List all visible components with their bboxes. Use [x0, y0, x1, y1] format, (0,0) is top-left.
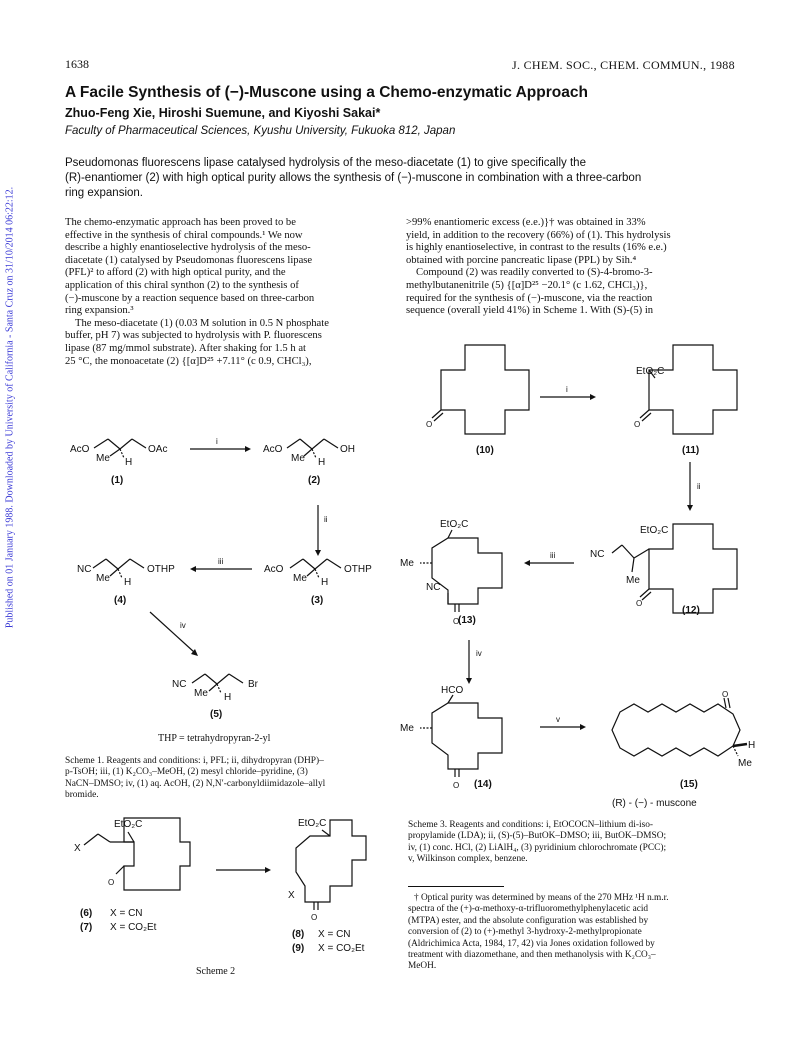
footnote-line: (Aldrichimica Acta, 1984, 17, 42) via Jones oxidation followed by — [408, 938, 655, 949]
grp-o: O — [426, 420, 433, 429]
abstract-line: (R)-enantiomer (2) with high optical purity allows the synthesis of (−)-muscone in combination with a three-carbon — [65, 172, 642, 184]
page-title: A Facile Synthesis of (−)-Muscone using a Chemo-enzymatic Approach — [65, 84, 588, 101]
sub-6: X = CN — [110, 908, 143, 919]
body-line: Compound (2) was readily converted to (S)-4-bromo-3- — [416, 267, 653, 279]
footnote-line: treatment with diazomethane, and then methanolysis with K₂CO₃– — [408, 950, 656, 961]
affiliation: Faculty of Pharmaceutical Sciences, Kyushu University, Fukuoka 812, Japan — [65, 125, 456, 137]
scheme1-caption — [65, 756, 385, 801]
label-1: (1) — [111, 475, 124, 486]
authors: Zhuo-Feng Xie, Hiroshi Suemune, and Kiyoshi Sakai* — [65, 106, 381, 120]
body-line: 25 °C, the monoacetate (2) {[α]D²⁵ +7.11° (c 0.9, CHCl₃), — [65, 355, 312, 367]
grp-br: Br — [248, 679, 258, 690]
body-line: buffer, pH 7) was subjected to hydrolysis with P. fluorescens — [65, 330, 322, 342]
body-line: lipase (87 mg/mmol substrate). After shaking for 1.5 h at — [65, 342, 306, 354]
footnote — [408, 893, 742, 973]
caption-line: Scheme 3. Reagents and conditions: i, EtOCOCN–lithium di-iso- — [408, 820, 654, 830]
page-number: 1638 — [65, 57, 89, 71]
label-12: (12) — [682, 605, 700, 616]
caption-line: v, Wilkinson complex, benzene. — [408, 853, 528, 864]
grp-o: O — [311, 913, 318, 922]
label-7: (7) — [80, 922, 93, 933]
arrow-step-iv — [150, 612, 194, 652]
grp-oh: OH — [340, 444, 355, 455]
grp-o: O — [722, 690, 729, 699]
grp-eto2c: EtO₂C — [440, 519, 469, 530]
grp-h: H — [318, 457, 326, 468]
grp-h: H — [124, 577, 132, 588]
step-ii: ii — [324, 515, 328, 524]
body-line: >99% enantiomeric excess (e.e.)}† was obtained in 33% — [406, 217, 646, 228]
grp-nc: NC — [590, 549, 605, 560]
thp-note: THP = tetrahydropyran-2-yl — [158, 733, 271, 744]
muscone-name: (R) - (−) - muscone — [612, 798, 697, 809]
label-5: (5) — [210, 709, 223, 720]
body-line: diacetate (1) catalysed by Pseudomonas fluorescens lipase — [65, 254, 313, 266]
grp-o: O — [453, 781, 460, 790]
grp-me: Me — [96, 453, 110, 464]
label-9: (9) — [292, 943, 305, 954]
body-line: ring expansion.³ — [65, 305, 134, 317]
body-line: effective in the synthesis of chiral compounds.¹ We now — [65, 229, 303, 241]
grp-o: O — [634, 420, 641, 429]
label-3: (3) — [311, 595, 324, 606]
sub-9: X = CO₂Et — [318, 943, 365, 954]
grp-h: H — [321, 577, 329, 588]
body-line: obtained with porcine pancreatic lipase (PPL) by Sih.⁴ — [406, 254, 637, 266]
caption-line: propylamide (LDA); ii, (S)-(5)–ButOK–DMSO; iii, ButOK–DMSO; — [408, 831, 667, 842]
scheme3-caption — [408, 820, 740, 865]
caption-line: Scheme 1. Reagents and conditions: i, PFL; ii, dihydropyran (DHP)– — [65, 756, 324, 766]
journal-header: J. CHEM. SOC., CHEM. COMMUN., 1988 — [512, 58, 735, 72]
grp-nc: NC — [172, 679, 187, 690]
grp-nc: NC — [426, 582, 441, 593]
body-line: sequence (overall yield 41%) in Scheme 1. With (S)-(5) in — [406, 305, 654, 317]
body-line: (PFL)² to afford (2) with high optical purity, and the — [65, 267, 286, 279]
body-line: The meso-diacetate (1) (0.03 M solution in 0.5 N phosphate — [75, 317, 329, 329]
step-i-s3: i — [566, 385, 568, 394]
step-ii-s3: ii — [697, 482, 701, 491]
footnote-line: † Optical purity was determined by means of the 270 MHz ¹H n.m.r. — [414, 893, 669, 903]
body-line: (−)-muscone by a reaction sequence based on three-carbon — [65, 292, 315, 304]
body-line: The chemo-enzymatic approach has been proved to be — [65, 217, 296, 228]
grp-eto2c: EtO₂C — [114, 819, 143, 830]
grp-me: Me — [626, 575, 640, 586]
body-line: describe a highly enantioselective hydrolysis of the meso- — [65, 242, 311, 254]
step-iv-s3: iv — [476, 649, 482, 658]
scheme2-caption: Scheme 2 — [196, 966, 236, 977]
label-6: (6) — [80, 908, 93, 919]
caption-line: bromide. — [65, 789, 99, 800]
grp-x: X — [74, 843, 81, 854]
label-15: (15) — [680, 779, 698, 790]
caption-line: iv, (1) conc. HCl, (2) LiAlH₄, (3) pyridinium chlorochromate (PCC); — [408, 842, 667, 853]
caption-line: NaCN–DMSO; iv, (1) aq. AcOH, (2) N,N′-carbonyldiimidazole–allyl — [65, 778, 326, 789]
label-8: (8) — [292, 929, 305, 940]
abstract-line: Pseudomonas fluorescens lipase catalysed hydrolysis of the meso-diacetate (1) to give specifically the — [65, 157, 586, 169]
footnote-line: (MTPA) ester, and the absolute configuration was established by — [408, 915, 649, 926]
compound-12-structure — [612, 524, 737, 613]
label-14: (14) — [474, 779, 492, 790]
grp-hco: HCO — [441, 685, 464, 696]
step-iv: iv — [180, 621, 186, 630]
grp-h: H — [748, 740, 756, 751]
body-line: methylbutanenitrile (5) {[α]D²⁵ −20.1° (c 1.62, CHCl₃)}, — [406, 279, 648, 291]
label-4: (4) — [114, 595, 127, 606]
compound-10-structure — [432, 345, 529, 434]
grp-aco: AcO — [70, 444, 90, 455]
footnote-rule — [408, 886, 504, 887]
body-line: yield, in addition to the recovery (66%) of (1). This hydrolysis — [406, 229, 671, 241]
grp-eto2c: EtO₂C — [636, 366, 665, 377]
grp-me: Me — [400, 723, 414, 734]
grp-othp: OTHP — [344, 564, 372, 575]
body-line: is highly enantioselective, in contrast to the results (16% e.e.) — [406, 242, 667, 254]
compound-13-structure — [420, 530, 502, 612]
footnote-line: conversion of (2) to (+)-methyl 3-hydroxy-2-methylpropionate — [408, 927, 642, 938]
grp-x: X — [288, 890, 295, 901]
abstract-line: ring expansion. — [65, 187, 143, 199]
sub-7: X = CO₂Et — [110, 922, 157, 933]
body-line: required for the synthesis of (−)-muscone, via the reaction — [406, 292, 653, 304]
grp-h: H — [125, 457, 133, 468]
grp-me: Me — [194, 688, 208, 699]
footnote-line: MeOH. — [408, 961, 437, 972]
compound-8-9-structure — [296, 820, 366, 910]
grp-o: O — [636, 599, 643, 608]
label-2: (2) — [308, 475, 321, 486]
compound-11-structure — [640, 345, 737, 434]
grp-aco: AcO — [264, 564, 284, 575]
label-13: (13) — [458, 615, 476, 626]
grp-oac: OAc — [148, 444, 168, 455]
grp-h: H — [224, 692, 232, 703]
footnote-line: spectra of the (+)-α-methoxy-α-trifluoromethylphenylacetic acid — [408, 904, 649, 915]
step-iii: iii — [218, 557, 224, 566]
step-v-s3: v — [556, 715, 560, 724]
grp-o: O — [108, 878, 115, 887]
grp-me: Me — [738, 758, 752, 769]
grp-othp: OTHP — [147, 564, 175, 575]
step-iii-s3: iii — [550, 551, 556, 560]
caption-line: p-TsOH; iii, (1) K₂CO₃–MeOH, (2) mesyl chloride–pyridine, (3) — [65, 767, 308, 778]
compound-14-structure — [420, 695, 502, 777]
compound-15-structure — [612, 698, 747, 756]
label-10: (10) — [476, 445, 494, 456]
grp-me: Me — [96, 573, 110, 584]
grp-me: Me — [400, 558, 414, 569]
sub-8: X = CN — [318, 929, 351, 940]
body-line: application of this chiral synthon (2) to the synthesis of — [65, 279, 299, 291]
grp-aco: AcO — [263, 444, 283, 455]
grp-eto2c: EtO₂C — [298, 818, 327, 829]
step-i: i — [216, 437, 218, 446]
download-notice: Published on 01 January 1988. Downloaded by University of California - Santa Cruz on 31/10/2014 06:22:12. — [4, 186, 16, 629]
grp-eto2c: EtO₂C — [640, 525, 669, 536]
grp-o: O — [453, 617, 460, 626]
grp-me: Me — [293, 573, 307, 584]
grp-me: Me — [291, 453, 305, 464]
label-11: (11) — [682, 445, 700, 456]
grp-nc: NC — [77, 564, 92, 575]
